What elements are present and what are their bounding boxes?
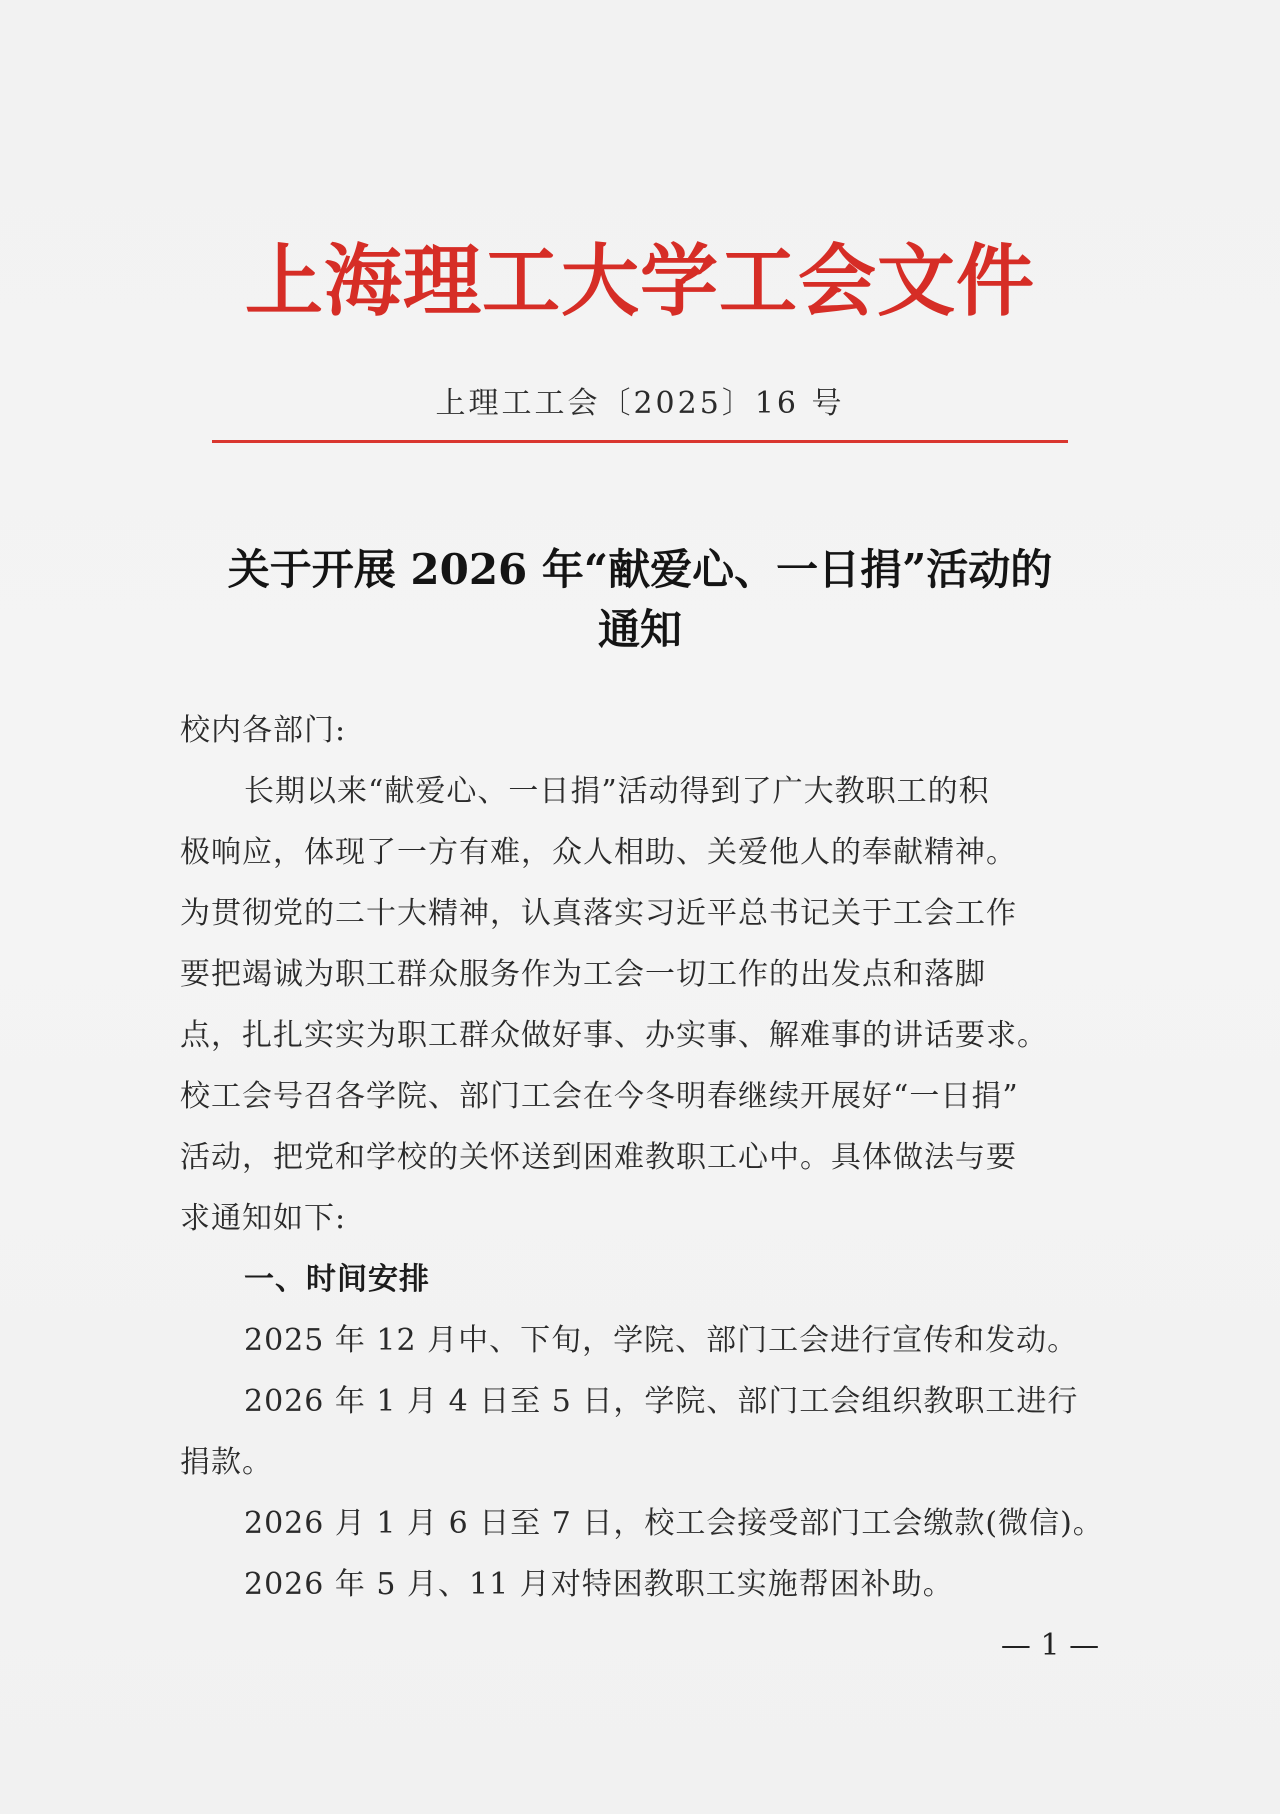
paragraph-line: 要把竭诚为职工群众服务作为工会一切工作的出发点和落脚 <box>180 957 986 992</box>
salutation: 校内各部门: <box>180 713 347 748</box>
page-number: — 1 — <box>1000 1628 1100 1663</box>
document-number: 上理工工会〔2025〕16 号 <box>435 386 845 421</box>
paragraph-line: 极响应，体现了一方有难，众人相助、关爱他人的奉献精神。 <box>180 835 1017 870</box>
notice-body <box>180 700 1104 1615</box>
paragraph-line: 求通知如下: <box>180 1201 347 1236</box>
schedule-item-continuation: 捐款。 <box>180 1445 273 1480</box>
paragraph-line: 为贯彻党的二十大精神，认真落实习近平总书记关于工会工作 <box>180 896 1017 931</box>
notice-title-line-2: 通知 <box>597 605 682 654</box>
paragraph-line: 点，扎扎实实为职工群众做好事、办实事、解难事的讲话要求。 <box>180 1018 1048 1053</box>
masthead-title: 上海理工大学工会文件 <box>244 236 1035 327</box>
schedule-item: 2026 年 1 月 4 日至 5 日，学院、部门工会组织教职工进行 <box>244 1384 1079 1419</box>
paragraph-line: 校工会号召各学院、部门工会在今冬明春继续开展好“一日捐” <box>180 1079 1019 1114</box>
section-heading-schedule: 一、时间安排 <box>244 1262 430 1297</box>
paragraph-line: 长期以来“献爱心、一日捐”活动得到了广大教职工的积 <box>244 774 990 809</box>
red-divider-line <box>212 440 1068 443</box>
schedule-item: 2025 年 12 月中、下旬，学院、部门工会进行宣传和发动。 <box>244 1323 1079 1358</box>
notice-title-line-1: 关于开展 2026 年“献爱心、一日捐”活动的 <box>227 545 1053 594</box>
paragraph-line: 活动，把党和学校的关怀送到困难教职工心中。具体做法与要 <box>180 1140 1017 1175</box>
schedule-item: 2026 年 5 月、11 月对特困教职工实施帮困补助。 <box>244 1567 954 1602</box>
schedule-item: 2026 月 1 月 6 日至 7 日，校工会接受部门工会缴款(微信)。 <box>244 1506 1104 1541</box>
notice-title <box>170 540 1110 660</box>
